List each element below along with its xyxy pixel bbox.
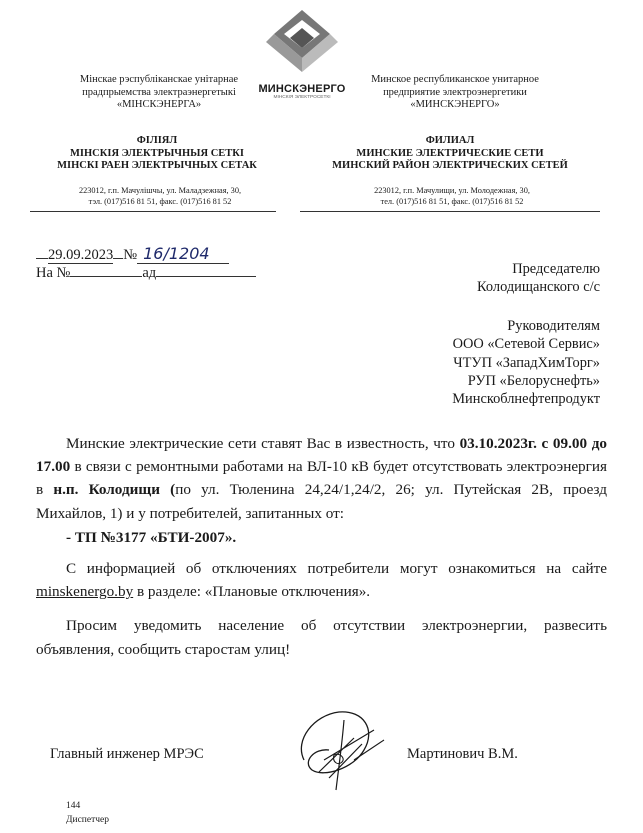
p4-text: Просим уведомить население об отсутствии электроэнергии, развесить объявления, сообщить старостам улиц!: [36, 617, 607, 658]
p1-text-c: по ул. Тюленина 24,24/1,24/2, 26; ул. Путейская 2В, проезд Михайлов, 1) и у потребителей, запитанных от:: [36, 481, 608, 522]
header-right-address: [332, 186, 572, 207]
handwritten-signature: [284, 700, 394, 795]
reference-block: [36, 245, 276, 282]
p1-place: н.п. Колодищи (: [53, 481, 176, 499]
left-org-line3: «МІНСКЭНЕРГА»: [116, 99, 202, 110]
logo-emblem-icon: [252, 8, 352, 82]
p1-text-b: в связи с ремонтными работами на ВЛ-10 кВ будет отсутствовать электроэнергия в: [36, 458, 607, 499]
right-branch-line2: МИНСКИЙ РАЙОН ЭЛЕКТРИЧЕСКИХ СЕТЕЙ: [332, 160, 568, 171]
right-org-line1: Минское республиканское унитарное: [371, 74, 539, 85]
paragraph-website-info: [36, 557, 607, 603]
recipient-line: Руководителям: [507, 318, 600, 334]
recipient-line: ЧТУП «ЗападХимТорг»: [453, 354, 600, 371]
recipient-line: Колодищанского с/с: [477, 279, 600, 296]
reference-na-label: На №: [36, 265, 71, 281]
minskenergo-logo: [252, 8, 352, 100]
header-left: [48, 74, 270, 112]
right-org-line3: «МИНСКЭНЕРГО»: [410, 99, 500, 110]
p1-text-a: Минские электрические сети ставят Вас в известность, что: [66, 435, 460, 452]
reference-date: 29.09.2023: [48, 247, 114, 263]
footer-dept: Диспетчер: [66, 815, 109, 825]
left-branch-line1: МІНСКІЯ ЭЛЕКТРЫЧНЫЯ СЕТКІ: [70, 147, 244, 159]
right-branch-label: ФИЛИАЛ: [425, 135, 475, 146]
paragraph-outage-notice: [36, 432, 607, 525]
signatory-name: Мартинович В.М.: [407, 746, 518, 762]
logo-brand: МИНСКЭНЕРГО: [258, 83, 346, 95]
left-org-line2: прадпрыемства электраэнергетыкі: [82, 86, 236, 98]
header-divider-left: [30, 211, 276, 212]
p2-substation: - ТП №3177 «БТИ-2007».: [66, 528, 237, 546]
p1-date-time: 03.10.2023г. с 09.00 до 17.00: [36, 435, 607, 476]
right-org-line2: предприятие электроэнергетики: [383, 86, 527, 98]
footer-code: 144: [66, 801, 81, 811]
recipient-line: ООО «Сетевой Сервис»: [452, 336, 600, 353]
header-right-branch: [300, 135, 600, 173]
reference-no-label: №: [123, 247, 138, 263]
logo-sub: МІНСКІЯ ЭЛЕКТРОСЕТКІ: [273, 95, 331, 100]
reference-number: 16/1204: [137, 245, 229, 264]
header-right: [344, 74, 566, 112]
recipient-line: Минскоблнефтепродукт: [452, 391, 600, 408]
left-org-line1: Мінскае рэспубліканскае унітарнае: [79, 74, 239, 85]
paragraph-substation: [36, 526, 607, 549]
reference-ad-label: ад: [142, 265, 157, 281]
left-branch-label: ФІЛІЯЛ: [136, 135, 178, 146]
p3-text-b: в разделе: «Плановые отключения».: [133, 583, 371, 601]
paragraph-request: [36, 614, 607, 660]
left-branch-line2: МІНСКІ РАЕН ЭЛЕКТРЫЧНЫХ СЕТАК: [57, 160, 257, 171]
reference-row: [36, 245, 276, 264]
header-divider-right: [300, 211, 600, 212]
header-left-address: [40, 186, 280, 207]
header-left-branch: [32, 135, 282, 173]
recipients-group2: [360, 317, 600, 408]
recipient-line: РУП «Белоруснефть»: [467, 372, 600, 389]
left-address: 223012, г.п. Мачулішчы, ул. Маладзежная, 30,: [78, 186, 242, 195]
letter-body: [36, 432, 607, 661]
right-branch-line1: МИНСКИЕ ЭЛЕКТРИЧЕСКИЕ СЕТИ: [356, 147, 544, 159]
recipient-line: Председателю: [512, 261, 600, 277]
reference-incoming-row: [36, 264, 276, 282]
left-phones: тэл. (017)516 81 51, факс. (017)516 81 52: [88, 196, 232, 206]
p3-text-a: С информацией об отключениях потребители могут ознакомиться на сайте: [66, 560, 607, 578]
signature-scribble-icon: [284, 700, 394, 795]
website-link[interactable]: minskenergo.by: [36, 583, 134, 601]
right-phones: тел. (017)516 81 51, факс. (017)516 81 52: [380, 196, 524, 206]
right-address: 223012, г.п. Мачулищи, ул. Молодежная, 30,: [374, 186, 530, 195]
signatory-position: Главный инженер МРЭС: [50, 746, 204, 762]
recipients-group1: [360, 260, 600, 297]
